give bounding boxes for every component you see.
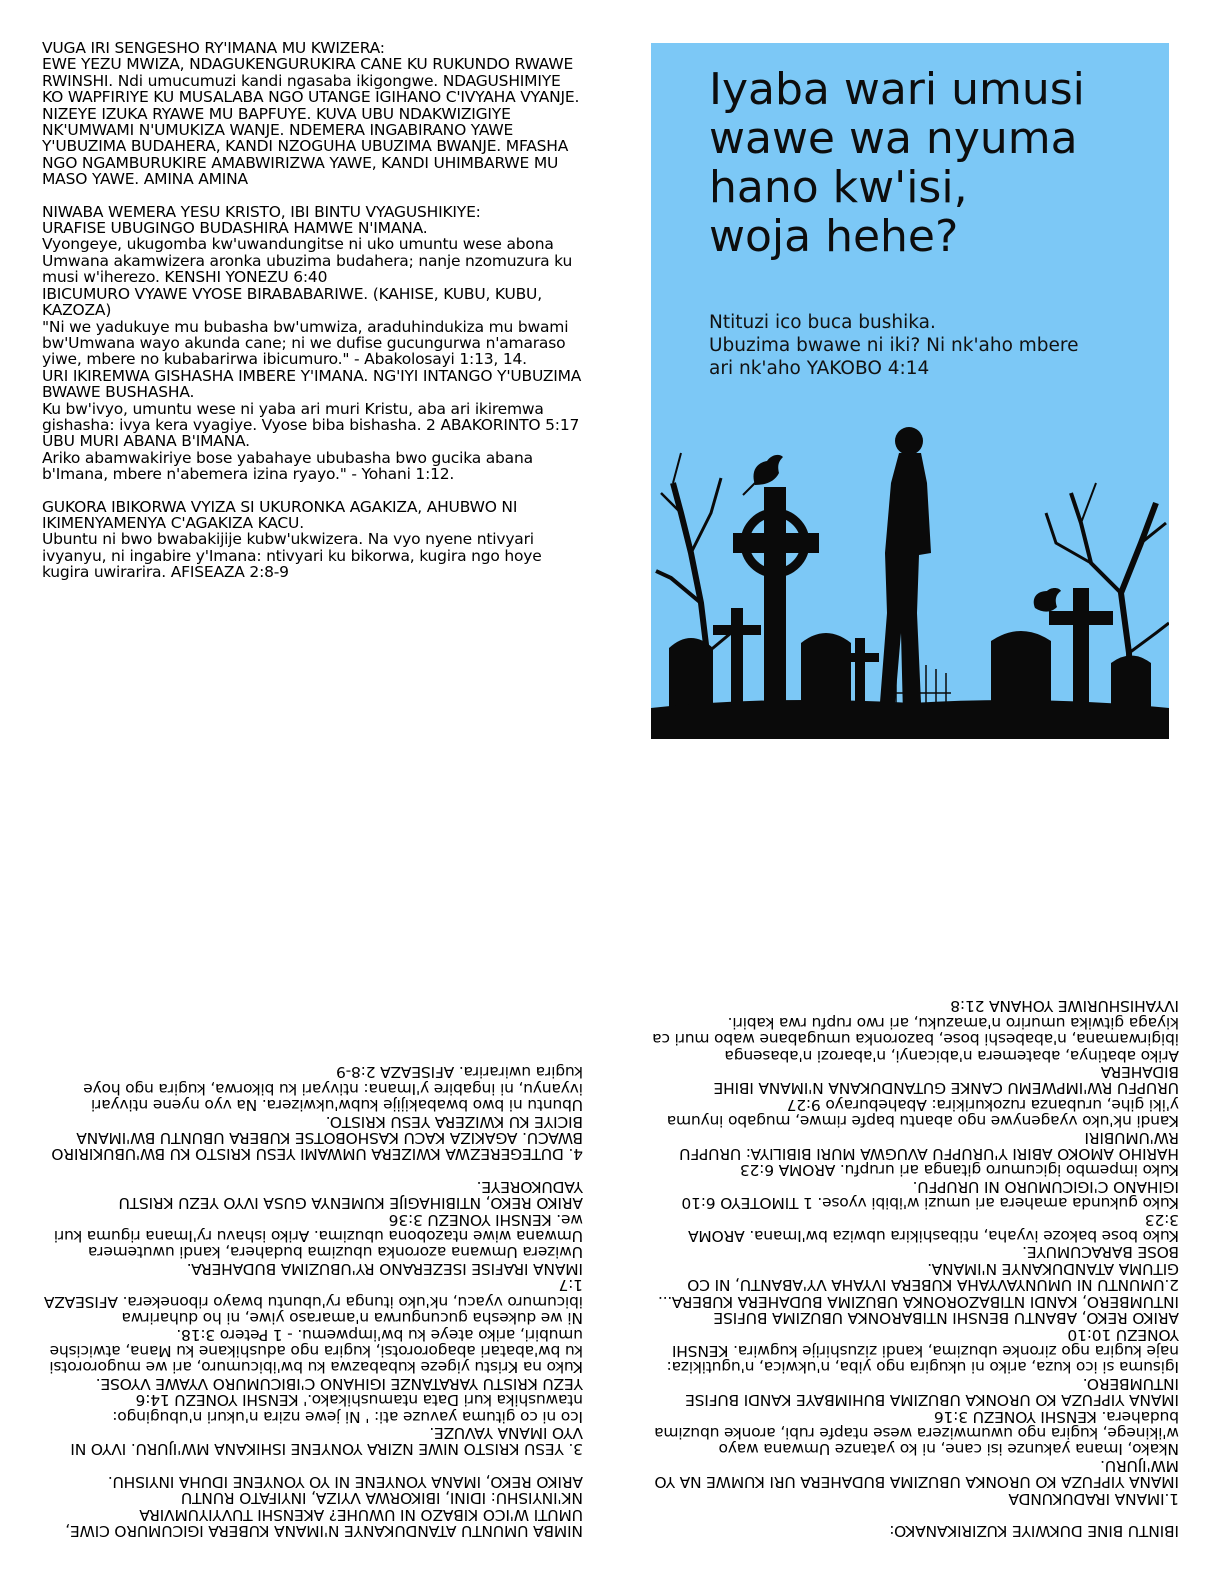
believe-paragraph: NIWABA WEMERA YESU KRISTO, IBI BINTU VYAGUSHIKIYE: URAFISE UBUGINGO BUDASHIRA HAMWE N'IMANA. Vyongeye, ukugomba kw'uwandungitse ni uko umuntu wese abona Umwana akamwizera aronka ubuzima budahera; nanje nzomuzura ku musi w'iherezo. KENSHI YONEZU 6:40 IBICUMURO VYAWE VYOSE BIRABABARIWE. (KAHISE, KUBU, KUBU, KAZOZA) "Ni we yadukuye mu bubasha bw'umwiza, araduhindukiza mu bwami bw'Umwana wayo akunda cane; ni we dufise gucungurwa n'amaraso yiwe, mbere no kubabarirwa ibicumuro." - Abakolosayi 1:13, 14. URI IKIREMWA GISHASHA IMBERE Y'IMANA. NG'IYI INTANGO Y'UBUZIMA BWAWE BUSHASHA. Ku bw'ivyo, umuntu wese ni yaba ari muri Kristu, aba ari ikiremwa gishasha: ivya kera vyagiye. Vyose biba bishasha. 2 ABAKORINTO 5:17 UBU MURI ABANA B'IMANA. Ariko abamwakiriye bose yabahaye ububasha bwo gucika abana b'Imana, mbere n'abemera izina ryayo." - Yohani 1:12. xyxy=(42,202,582,484)
gospel-text-panel-top xyxy=(42,40,582,581)
point-4-paragraph: 4. DUTEGEREZWA KWIZERA UMWAMI YESU KRISTO KU BW'UBUKIRIRO BWACU. AGAKIZA KACU KASHOBOTSE KUBERA UBUNTU BW'IMANA BICIYE KU KWIZERA YESU KRISTO. Ubuntu ni bwo bwabakijije kubw'ukwizera. Na vyo nyene ntivyari ivyanyu, ni ingabire y'Imana: ntivyari ku bikorwa, kugira ngo hoye kugira uwirarira. AFISEAZA 2:8-9 xyxy=(51,1063,583,1164)
cover-subtitle: Ntituzi ico buca bushika. Ubuzima bwawe ni iki? Ni nk'aho mbere ari nk'aho YAKOBO 4:14 xyxy=(709,312,1079,379)
cover-title: Iyaba wari umusi wawe wa nyuma hano kw'isi, woja hehe? xyxy=(709,64,1085,262)
point-1-paragraph: 1.IMANA IRADUKUNDA IMANA YIPFUZA KO URONKA UBUZIMA BUDAHERA URI KUMWE NA YO MW'IJURU. Nkako, Imana yakunze isi cane, ni ko yatanze Umwana wayo w'ikinege, kugira ngo uwumwizera wese ntapfe rubi, aronke ubuzima budahera. KENSHI YONEZU 3:16 IMANA YIPFUZA KO URONKA UBUZIMA BUHIMBAYE KANDI BUFISE INTUMBERO. Igisuma si ico kuza, ariko ni ukugira ngo yiba, n'ukwica, n'ugutikiza: naje kugira ngo zironke ubuzima, kandi zizushirije kugwira. KENSHI YONEZU 10:10 ARIKO REKO, ABANTU BENSHI NTIBARONKA UBUZIMA BUFISE INTUMBERO, KANDI NTIBAZORONKA UBUZIMA BUDAHERA KUBERA... xyxy=(654,1292,1179,1508)
point-2-paragraph: 2.UMUNTU NI UMUNYAVYAHA KUBERA IVYAHA VY'ABANTU, NI CO GITUMA ATANDUKANYE N'IMANA. BOSE BARACUMUYE. Kuko bose bakoze ivyaha, ntibashikira ubwiza bw'Imana. AROMA 3:23 Kuko gukunda amahera ari umuzi w'ibibi vyose. 1 TIMOTEYO 6:10 IGIHANO C'IGICUMURO NI URUPFU. Kuko impembo igicumuro gitanga ari urupfu. AROMA 6:23 HARIHO AMOKO ABIRI Y'URUPFU AVUGWA MURI BIBILIYA: URUPFU RW'UMUBIRI Kandi nk'uko vyagenywe ngo abantu bapfe rimwe, mugabo inyuma y'iki gihe, urubanza ruzokurikira: Abaheburayo 9:27 URUPFU RW'IMPWEMU CANKE GUTANDUKANA N'IMANA IBIHE BIDAHERA Ariko abatinya, abatemera n'abicanyi, n'abarozi n'abasenga ibigirwamana, n'ababeshi bose, bazoronka umugabane wabo muri ca kiyaga gitwika umuriro n'amazuku, ari rwo rupfu rwa kabiri. IVYAHISHURIWE YOHANA 21:8 xyxy=(652,997,1179,1295)
gospel-text-panel-bottom-left xyxy=(43,819,583,1539)
gospel-text-panel-bottom-right xyxy=(651,819,1179,1539)
works-paragraph: GUKORA IBIKORWA VYIZA SI UKURONKA AGAKIZA, AHUBWO NI IKIMENYAMENYA C'AGAKIZA KACU. Ubuntu ni bwo bwabakijije kubw'ukwizera. Na vyo nyene ntivyari ivyanyu, ni ingabire y'Imana: ntivyari ku bikorwa, kugira ngo hoye kugira uwirarira. AFISEAZA 2:8-9 xyxy=(42,497,542,582)
prayer-paragraph: VUGA IRI SENGESHO RY'IMANA MU KWIZERA: EWE YEZU MWIZA, NDAGUKENGURUKIRA CANE KU RUKUNDO RWAWE RWINSHI. Ndi umucumuzi kandi ngasaba ikigongwe. NDAGUSHIMIYE KO WAPFIRIYE KU MUSALABA NGO UTANGE IGIHANO C'IVYAHA VYANJE. NIZEYE IZUKA RYAWE MU BAPFUYE. KUVA UBU NDAKWIZIGIYE NK'UMWAMI N'UMUKIZA WANJE. NDEMERA INGABIRANO YAWE Y'UBUZIMA BUDAHERA, KANDI NZOGUHA UBUZIMA BWANJE. MFASHA NGO NGAMBURUKIRE AMABWIRIZWA YAWE, KANDI UHIMBARWE MU MASO YAWE. AMINA AMINA xyxy=(42,39,580,189)
cover-panel xyxy=(651,43,1169,739)
point-3-paragraph: 3. YESU KRISTO NIWE NZIRA YONYENE ISHIKANA MW'IJURU. IVYO NI VYO IMANA YAVUZE. Ico ni co gituma yavuze ati: ' Ni jewe nzira n'ukuri n'ubugingo: ntawushika kuri Data ntamushikako.' KENSHI YONEZU 14:6 YEZU KRISTU YARATANZE IGIHANO C'IBICUMURO VYAWE VYOSE. Kuko na Kristu yigeze kubabazwa ku bw'ibicumuro, ari we mugororotsi ku bw'abatari abagororotsi, kugira ngo adushikane ku Mana, atwicishe umubiri, ariko ateye ku bw'impwemu. - 1 Petero 3:18. Ni we dukesha gucungurwa n'amaraso yiwe, ni ho duharirwa ibicumuro vyacu, nk'uko itunga ry'ubuntu bwayo ribonekera. AFISEAZA 1:7 IMANA IRAFISE ISEZERANO RY'UBUZIMA BUDAHERA. Uwizera Umwana azoronka ubuzima budahera, kandi uwutemera Umwana wiwe ntazobona ubuzima. Ariko ishavu ry'Imana riguma kuri we. KENSHI YONEZU 3:36 ARIKO REKO, NTIBIHAGIJE KUMENYA GUSA IVYO YEZU KRISTU YADUKOREYE. xyxy=(44,1177,583,1459)
question-paragraph: NIMBA UMUNTU ATANDUKANYE N'IMANA KUBERA IGICUMURO CIWE, UMUTI W'ICO KIBAZO NI UWUHE? AKENSHI TUVYIYUMVIRA NK'INYISHU: IDINI, IBIKORWA VYIZA, INYIFATO RUNTU ARIKO REKO, IMANA YONYENE NI YO YONYENE IDUHA INYISHU. xyxy=(65,1472,583,1540)
intro-heading: IBINTU BINE DUKWIYE KUZIRIKANAKO: xyxy=(889,1522,1179,1540)
graveyard-silhouette-icon xyxy=(651,403,1169,739)
